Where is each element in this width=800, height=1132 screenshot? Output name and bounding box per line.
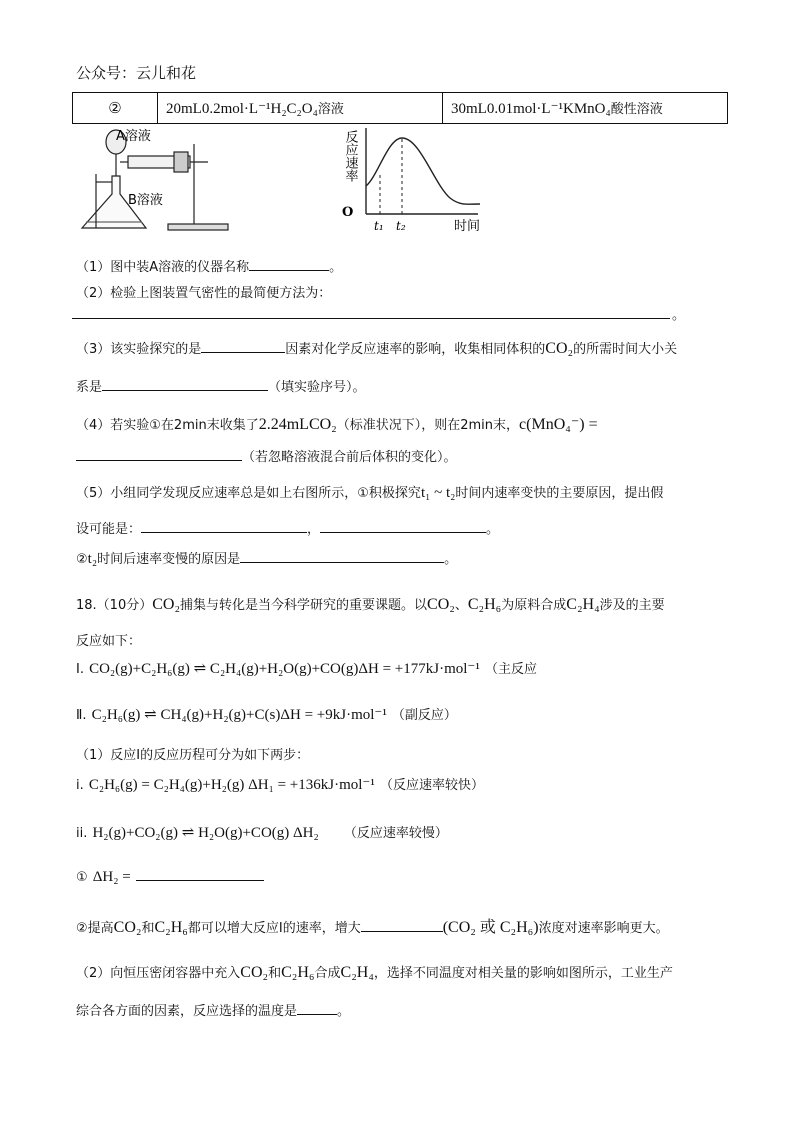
t1-label: t₁ [374,219,384,233]
p2-co2: CO₂ [240,964,269,981]
answer-2 [76,914,669,937]
r1-equation: CO₂(g)+C₂H₆(g) ⇌ C₂H₄(g)+H₂O(g)+CO(g)ΔH = +177kJ·mol⁻¹ [89,661,480,677]
q3-co2: CO₂ [545,340,574,357]
a1-equation: ΔH₂ = [92,869,131,885]
step-1 [76,774,484,794]
q17-part3-cont [76,376,366,395]
q3-text-b: 因素对化学反应速率的影响，收集相同体积的 [285,342,546,357]
s2-equation: H₂(g)+CO₂(g) ⇌ H₂O(g)+CO(g) ΔH₂ [92,825,319,841]
a2-co2: CO₂ [113,919,142,936]
p2-text-b: 和 [268,966,282,981]
label-a-text: A溶液 [116,129,151,144]
p2-text-c: 合成 [314,966,341,981]
q5-text-b: 时间内速率变快的主要原因，提出假 [455,486,664,501]
r1-note: （主反应 [484,662,537,677]
q5-text-a: （5）小组同学发现反应速率总是如上右图所示，①积极探究 [76,486,421,501]
q3-text-e: （填实验序号）。 [268,380,366,395]
a2-options: (CO₂ 或 C₂H₆) [442,919,539,936]
s2-label: ii. [76,826,88,841]
q5-hypothesis-blank-2[interactable] [320,518,486,533]
solution-b-suffix: 酸性溶液 [610,102,663,117]
q2-answer-line[interactable] [72,318,670,319]
s1-label: i. [76,778,84,793]
q18-part2 [76,962,673,982]
q18-part2-cont [76,1000,350,1019]
solution-b-cell [443,93,728,124]
s1-note: （反应速率较快） [379,778,484,793]
q18-sep: 、 [454,598,468,613]
apparatus-diagram [76,124,236,236]
q18-part1: （1）反应Ⅰ的反应历程可分为如下两步： [76,748,310,763]
rate-time-graph [338,124,488,236]
reaction-2 [76,704,457,724]
a2-text-c: 都可以增大反应Ⅰ的速率，增大 [187,921,361,936]
r2-equation: C₂H₆(g) ⇌ CH₄(g)+H₂(g)+C(s)ΔH = +9kJ·mol⁻¹ [91,707,387,723]
q17-part1 [76,256,342,275]
q18-c2h6: C₂H₆ [467,596,502,613]
q4-volume: 2.24mLCO₂ [258,416,337,433]
r2-label: Ⅱ. [76,708,87,723]
p2-text-a: （2）向恒压密闭容器中充入 [76,966,241,981]
q5-reason-blank[interactable] [240,548,444,563]
x-axis-label: 时间 [454,219,481,234]
s1-equation: C₂H₆(g) = C₂H₄(g)+H₂(g) ΔH₁ = +136kJ·mol⁻¹ [88,777,375,793]
step-2 [76,822,448,842]
q5-hypothesis-blank-1[interactable] [141,518,307,533]
q17-part4-cont [76,446,457,465]
table-row [73,93,728,124]
q18-c2h4: C₂H₄ [566,596,600,613]
q3-factor-blank[interactable] [201,338,285,353]
q5-t2: t₂ [87,551,98,567]
q18-text-c: 为原料合成 [501,598,567,613]
row-index: ② [73,93,158,124]
q3-text-c: 的所需时间大小关 [573,342,678,357]
a1-label: ① [76,870,88,885]
page-header: 公众号：云儿和花 [76,64,197,82]
solution-a-suffix: 溶液 [317,102,344,117]
reaction-1 [76,658,537,678]
solution-a-formula: 20mL0.2mol·L⁻¹H₂C₂O₄ [166,101,318,117]
q5-time-range: t₁ ~ t₂ [420,485,456,501]
a2-c2h6: C₂H₆ [154,919,188,936]
a1-answer-blank[interactable] [136,866,264,881]
q18-intro-cont: 反应如下： [76,634,142,649]
q18-number: 18.（10分） [76,598,153,613]
p2-answer-blank[interactable] [297,1000,337,1015]
q17-part2: （2）检验上图装置气密性的最简便方法为： [76,286,332,301]
q1-text: （1）图中装A溶液的仪器名称 [76,260,250,275]
a2-text-b: 和 [141,921,155,936]
q17-part5-slowdown [76,548,457,568]
r2-note: （副反应） [391,708,457,723]
q2-end: 。 [672,308,686,323]
y-axis-label: 反应速率 [342,130,358,182]
q17-part4 [76,414,598,434]
q1-end: 。 [329,260,343,275]
a2-text-a: ②提高 [76,921,114,936]
q5-end2: 。 [444,552,458,567]
a2-text-d: 浓度对速率影响更大。 [538,921,669,936]
q18-co2: CO₂ [152,596,181,613]
t2-label: t₂ [396,219,406,233]
experiment-table [72,92,728,124]
solution-b-formula: 30mL0.01mol·L⁻¹KMnO₄ [451,101,611,117]
p2-end: 。 [337,1004,351,1019]
q4-text-d: （若忽略溶液混合前后体积的变化）。 [242,450,457,465]
q17-part3 [76,338,677,358]
q5-text-d: ② [76,552,88,567]
origin-label: O [342,205,354,220]
a2-answer-blank[interactable] [361,917,443,932]
q3-text-d: 系是 [76,380,103,395]
rate-curve [366,138,480,204]
q18-intro [76,594,665,614]
q1-answer-blank[interactable] [249,256,329,271]
s2-note: （反应速率较慢） [343,826,448,841]
q5-text-e: 时间后速率变慢的原因是 [97,552,241,567]
q18-text-d: 涉及的主要 [599,598,665,613]
p2-text-d: ，选择不同温度对相关量的影响如图所示，工业生产 [373,966,673,981]
q5-comma: ， [307,522,321,537]
solution-a-cell [158,93,443,124]
q18-co2b: CO₂ [427,596,455,613]
q3-order-blank[interactable] [102,376,268,391]
q5-end: 。 [486,522,500,537]
p2-text-e: 综合各方面的因素，反应选择的温度是 [76,1004,298,1019]
q17-part5-hypothesis [76,518,499,537]
q4-concentration: c(MnO₄⁻) = [519,416,598,433]
p2-c2h4: C₂H₄ [340,964,374,981]
q4-text-b: （标准状况下），则在2min末， [336,418,520,433]
q17-part5 [76,482,663,502]
answer-1 [76,866,264,886]
q3-text-a: （3）该实验探究的是 [76,342,202,357]
label-b-text: B溶液 [128,193,163,208]
p2-c2h6: C₂H₆ [281,964,315,981]
q4-answer-blank[interactable] [76,446,242,461]
r1-label: Ⅰ. [76,662,84,677]
q5-text-c: 设可能是： [76,522,142,537]
q4-text-a: （4）若实验①在2min末收集了 [76,418,259,433]
q18-text-b: 捕集与转化是当今科学研究的重要课题。以 [180,598,428,613]
